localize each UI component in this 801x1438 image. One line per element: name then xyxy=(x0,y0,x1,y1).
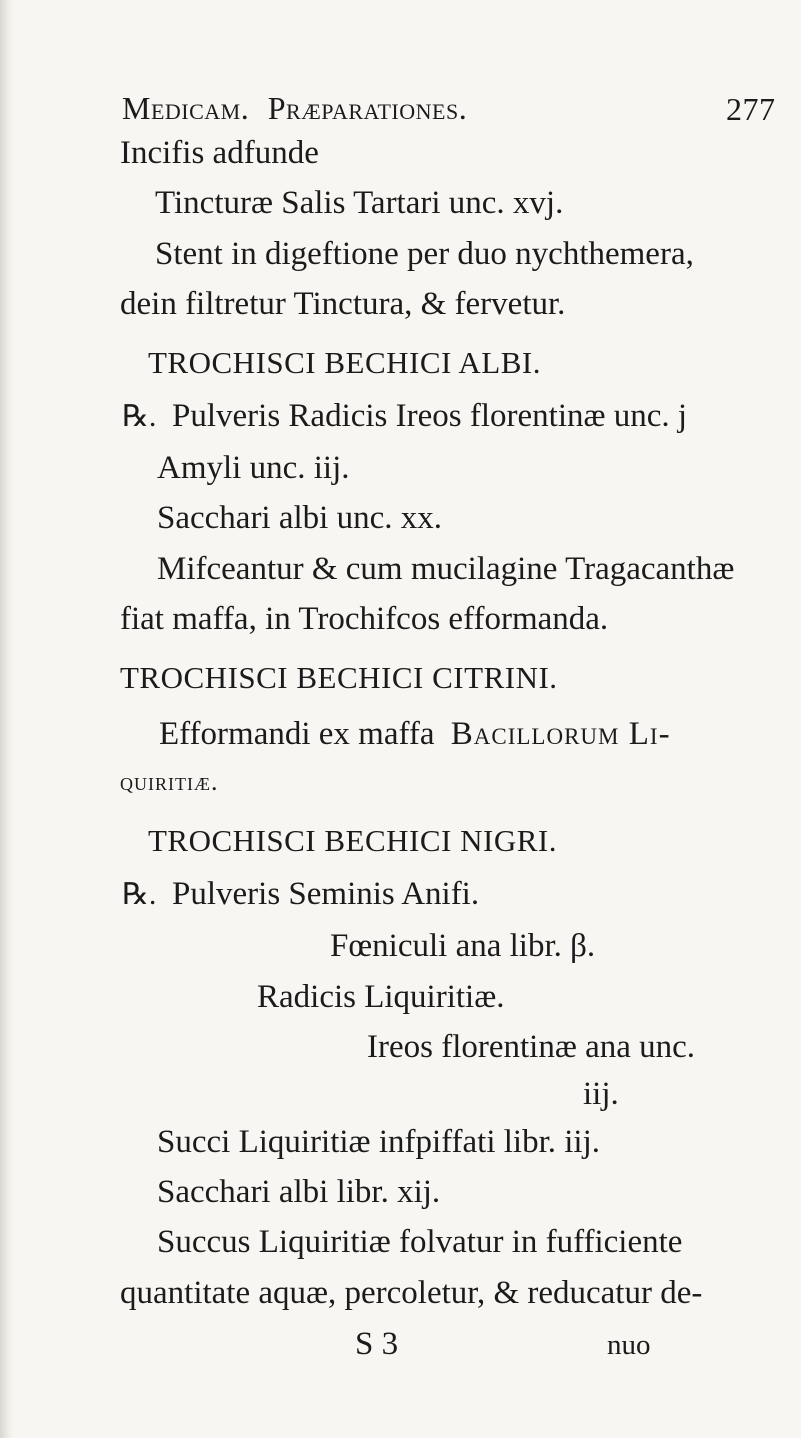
text-fragment: Efformandi ex maffa xyxy=(159,716,435,752)
recipe-symbol: ℞. xyxy=(122,878,157,911)
text-fragment-smallcaps: Bacillorum Li- xyxy=(450,716,671,752)
text-line: dein filtretur Tinctura, & fervetur. xyxy=(120,286,566,322)
catchword: nuo xyxy=(607,1329,651,1361)
text-line: Radicis Liquiritiæ. xyxy=(257,979,505,1015)
text-line: Pulveris Seminis Anifi. xyxy=(172,876,480,912)
text-line: Sacchari albi unc. xx. xyxy=(157,500,442,536)
text-line: Incifis adfunde xyxy=(120,135,319,171)
text-line: Stent in digeftione per duo nychthemera, xyxy=(155,236,694,272)
text-line: Sacchari albi libr. xij. xyxy=(157,1174,441,1210)
signature-mark: S 3 xyxy=(355,1326,399,1362)
text-line: quiritiæ. xyxy=(120,767,219,796)
text-line: Amyli unc. iij. xyxy=(157,450,350,486)
running-title-praeparationes: Præparationes. xyxy=(267,90,468,126)
section-heading-nigri: TROCHISCI BECHICI NIGRI. xyxy=(148,823,557,858)
text-line: Tincturæ Salis Tartari unc. xvj. xyxy=(155,185,564,221)
page-number: 277 xyxy=(726,91,776,127)
text-line: fiat maffa, in Trochifcos efformanda. xyxy=(120,601,609,637)
recipe-symbol: ℞. xyxy=(122,400,157,433)
page-binding-shadow xyxy=(0,0,14,1438)
text-line: Mifceantur & cum mucilagine Tragacanthæ xyxy=(157,551,735,587)
text-line: Fœniculi ana libr. β. xyxy=(330,928,596,964)
text-line: Pulveris Radicis Ireos florentinæ unc. j xyxy=(172,398,688,434)
text-line: iij. xyxy=(583,1076,619,1112)
text-line: Succi Liquiritiæ infpiffati libr. iij. xyxy=(157,1124,601,1160)
text-line: quantitate aquæ, percoletur, & reducatur de- xyxy=(120,1275,703,1311)
text-line: Ireos florentinæ ana unc. xyxy=(367,1029,696,1065)
text-line: Succus Liquiritiæ folvatur in fufficiente xyxy=(157,1224,683,1260)
section-heading-citrini: TROCHISCI BECHICI CITRINI. xyxy=(120,660,558,695)
running-title-medicam: Medicam. xyxy=(122,90,250,126)
text-line xyxy=(159,714,671,754)
section-heading-albi: TROCHISCI BECHICI ALBI. xyxy=(148,345,541,380)
running-header xyxy=(122,88,467,128)
